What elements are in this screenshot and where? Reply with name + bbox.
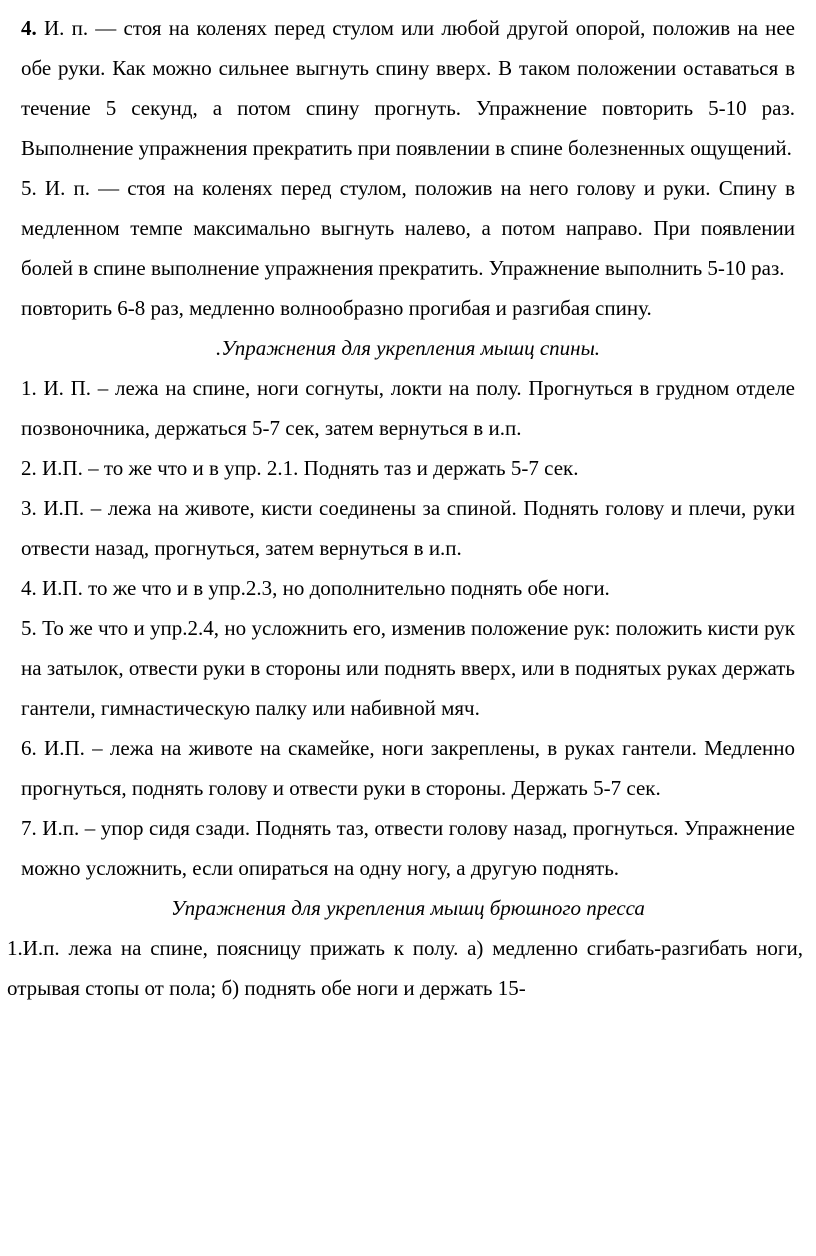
- paragraph-back-exercise-6: 6. И.П. – лежа на животе на скамейке, ноги закреплены, в руках гантели. Медленно прогнуться, поднять голову и отвести руки в стороны. Держать 5-7 сек.: [21, 736, 795, 800]
- heading-abdominal-muscles: Упражнения для укрепления мышц брюшного пресса: [171, 896, 645, 920]
- paragraph-fragment-repeat: повторить 6-8 раз, медленно волнообразно прогибая и разгибая спину.: [21, 296, 652, 320]
- paragraph-back-exercise-2: 2. И.П. – то же что и в упр. 2.1. Поднять таз и держать 5-7 сек.: [21, 456, 579, 480]
- exercise-4-text: И. п. — стоя на коленях перед стулом или любой другой опорой, положив на нее обе руки. Как можно сильнее выгнуть спину вверх. В таком положении оставаться в течение 5 секунд, а потом спину прогнуть. Упражнение повторить 5-10 раз. Выполнение упражнения прекратить при появлении в спине болезненных ощущений.: [21, 16, 795, 160]
- heading-back-muscles: .Упражнения для укрепления мышц спины.: [215, 336, 601, 360]
- paragraph-back-exercise-3: 3. И.П. – лежа на животе, кисти соединены за спиной. Поднять голову и плечи, руки отвести назад, прогнуться, затем вернуться в и.п.: [21, 496, 795, 560]
- paragraph-abs-exercise-1: 1.И.п. лежа на спине, поясницу прижать к полу. а) медленно сгибать-разгибать ноги, отрывая стопы от пола; б) поднять обе ноги и держать 15-: [7, 936, 803, 1000]
- paragraph-exercise-4: [21, 8, 795, 168]
- paragraph-exercise-5: 5. И. п. — стоя на коленях перед стулом, положив на него голову и руки. Спину в медленном темпе максимально выгнуть налево, а потом направо. При появлении болей в спине выполнение упражнения прекратить. Упражнение выполнить 5-10 раз.: [21, 176, 795, 280]
- paragraph-back-exercise-1: 1. И. П. – лежа на спине, ноги согнуты, локти на полу. Прогнуться в грудном отделе позвоночника, держаться 5-7 сек, затем вернуться в и.п.: [21, 376, 795, 440]
- exercise-4-number: 4.: [21, 16, 37, 40]
- paragraph-back-exercise-4: 4. И.П. то же что и в упр.2.3, но дополнительно поднять обе ноги.: [21, 576, 610, 600]
- paragraph-back-exercise-5: 5. То же что и упр.2.4, но усложнить его, изменив положение рук: положить кисти рук на затылок, отвести руки в стороны или поднять вверх, или в поднятых руках держать гантели, гимнастическую палку или набивной мяч.: [21, 616, 795, 720]
- paragraph-back-exercise-7: 7. И.п. – упор сидя сзади. Поднять таз, отвести голову назад, прогнуться. Упражнение можно усложнить, если опираться на одну ногу, а другую поднять.: [21, 816, 795, 880]
